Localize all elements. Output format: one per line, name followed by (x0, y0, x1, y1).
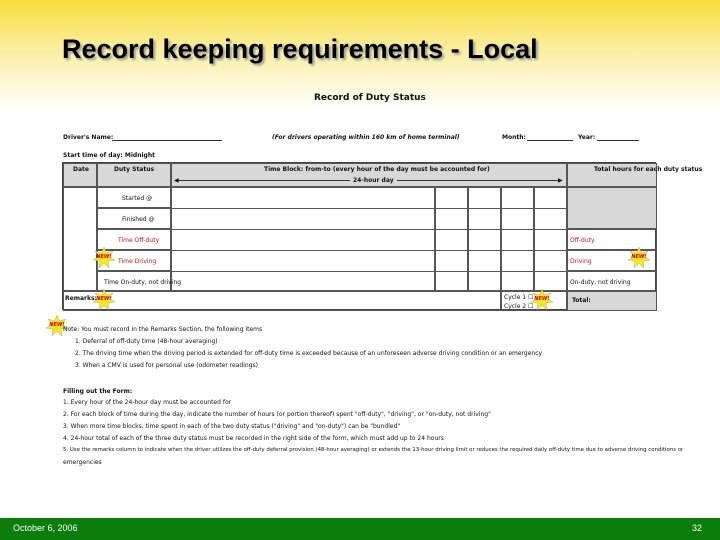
month-label: Month: (502, 134, 526, 141)
start-time-label: Start time of day: Midnight (63, 152, 155, 159)
new-badge: NEW! (93, 247, 115, 269)
remarks-cell[interactable]: Remarks: (63, 291, 501, 311)
time-block-col[interactable] (468, 187, 501, 291)
operating-note: (For drivers operating within 160 km of home terminal) (272, 134, 460, 141)
row-divider (171, 250, 567, 251)
row-driving: Time Driving (97, 250, 171, 271)
row-started: Started @ (97, 187, 171, 208)
time-block-main[interactable] (171, 187, 435, 291)
filling-heading: Filling out the Form: (63, 388, 133, 395)
driver-name-label: Driver's Name: (63, 134, 114, 141)
filling-item: 2. For each block of time during the day, indicate the number of hours (or portion thereof) spent "off-duty", "driving", or "on-duty, not driving" (63, 411, 491, 418)
row-divider (171, 229, 567, 230)
row-on-duty: Time On-duty, not driving (97, 271, 171, 291)
date-header: Date (63, 163, 97, 187)
footer-bar (0, 518, 720, 540)
driver-name-line (112, 140, 222, 141)
duty-status-form (62, 162, 703, 310)
note-item: 3. When a CMV is used for personal use (odometer readings) (75, 362, 258, 369)
filling-item: 3. When more time blocks, time spent in each of the two duty status ("driving" and "on-duty") can be "bundled" (63, 423, 401, 430)
footer-date: October 6, 2006 (13, 523, 78, 533)
filling-item: 5. Use the remarks column to indicate when the driver utilizes the off-duty deferral provision (48-hour averaging) or extends the 13-hour driving limit or reduces the required daily off-duty time due to adverse driving conditions or (63, 447, 684, 453)
new-badge: NEW! (531, 289, 553, 311)
year-label: Year: (578, 134, 596, 141)
notes-intro: Note: You must record in the Remarks Section, the following items (63, 326, 263, 333)
total-cell[interactable]: Total: (567, 291, 657, 311)
row-off-duty: Time Off-duty (97, 229, 171, 250)
form-title: Record of Duty Status (314, 93, 426, 103)
new-badge: NEW! (46, 315, 68, 337)
new-badge: NEW! (93, 289, 115, 311)
duty-status-header: Duty Status (97, 163, 171, 187)
time-block-col[interactable] (534, 187, 567, 291)
row-divider (171, 271, 567, 272)
date-cell[interactable] (63, 187, 97, 291)
month-line (527, 140, 573, 141)
time-block-col[interactable] (501, 187, 534, 291)
total-driving[interactable]: Driving (567, 250, 657, 271)
filling-item: emergencies (63, 459, 102, 466)
row-finished: Finished @ (97, 208, 171, 229)
row-divider (171, 208, 567, 209)
totals-blank (567, 187, 657, 229)
filling-item: 4. 24-hour total of each of the three duty status must be recorded in the right side of the form, which must add up to 24 hours (63, 435, 444, 442)
new-badge: NEW! (628, 247, 650, 269)
filling-item: 1. Every hour of the 24-hour day must be accounted for (63, 399, 232, 406)
note-item: 2. The driving time when the driving period is extended for off-duty time is exceeded because of an unforeseen adverse driving condition or an emergency (75, 350, 543, 357)
year-line (597, 140, 639, 141)
total-on-duty[interactable]: On-duty, not driving (567, 271, 657, 291)
slide-title: Record keeping requirements - Local (62, 34, 538, 64)
cycle-cell[interactable]: Cycle 1 ☐ Cycle 2 ☐ (501, 291, 567, 311)
total-hours-header: Total hours for each duty status (567, 163, 657, 187)
page-number: 32 (691, 523, 702, 533)
time-block-header: Time Block: from-to (every hour of the day must be accounted for) ◀ ▶ 24-hour day (171, 163, 567, 187)
note-item: 1. Deferral of off-duty time (48-hour averaging) (75, 338, 218, 345)
total-off-duty[interactable]: Off-duty (567, 229, 657, 250)
time-block-col[interactable] (435, 187, 468, 291)
